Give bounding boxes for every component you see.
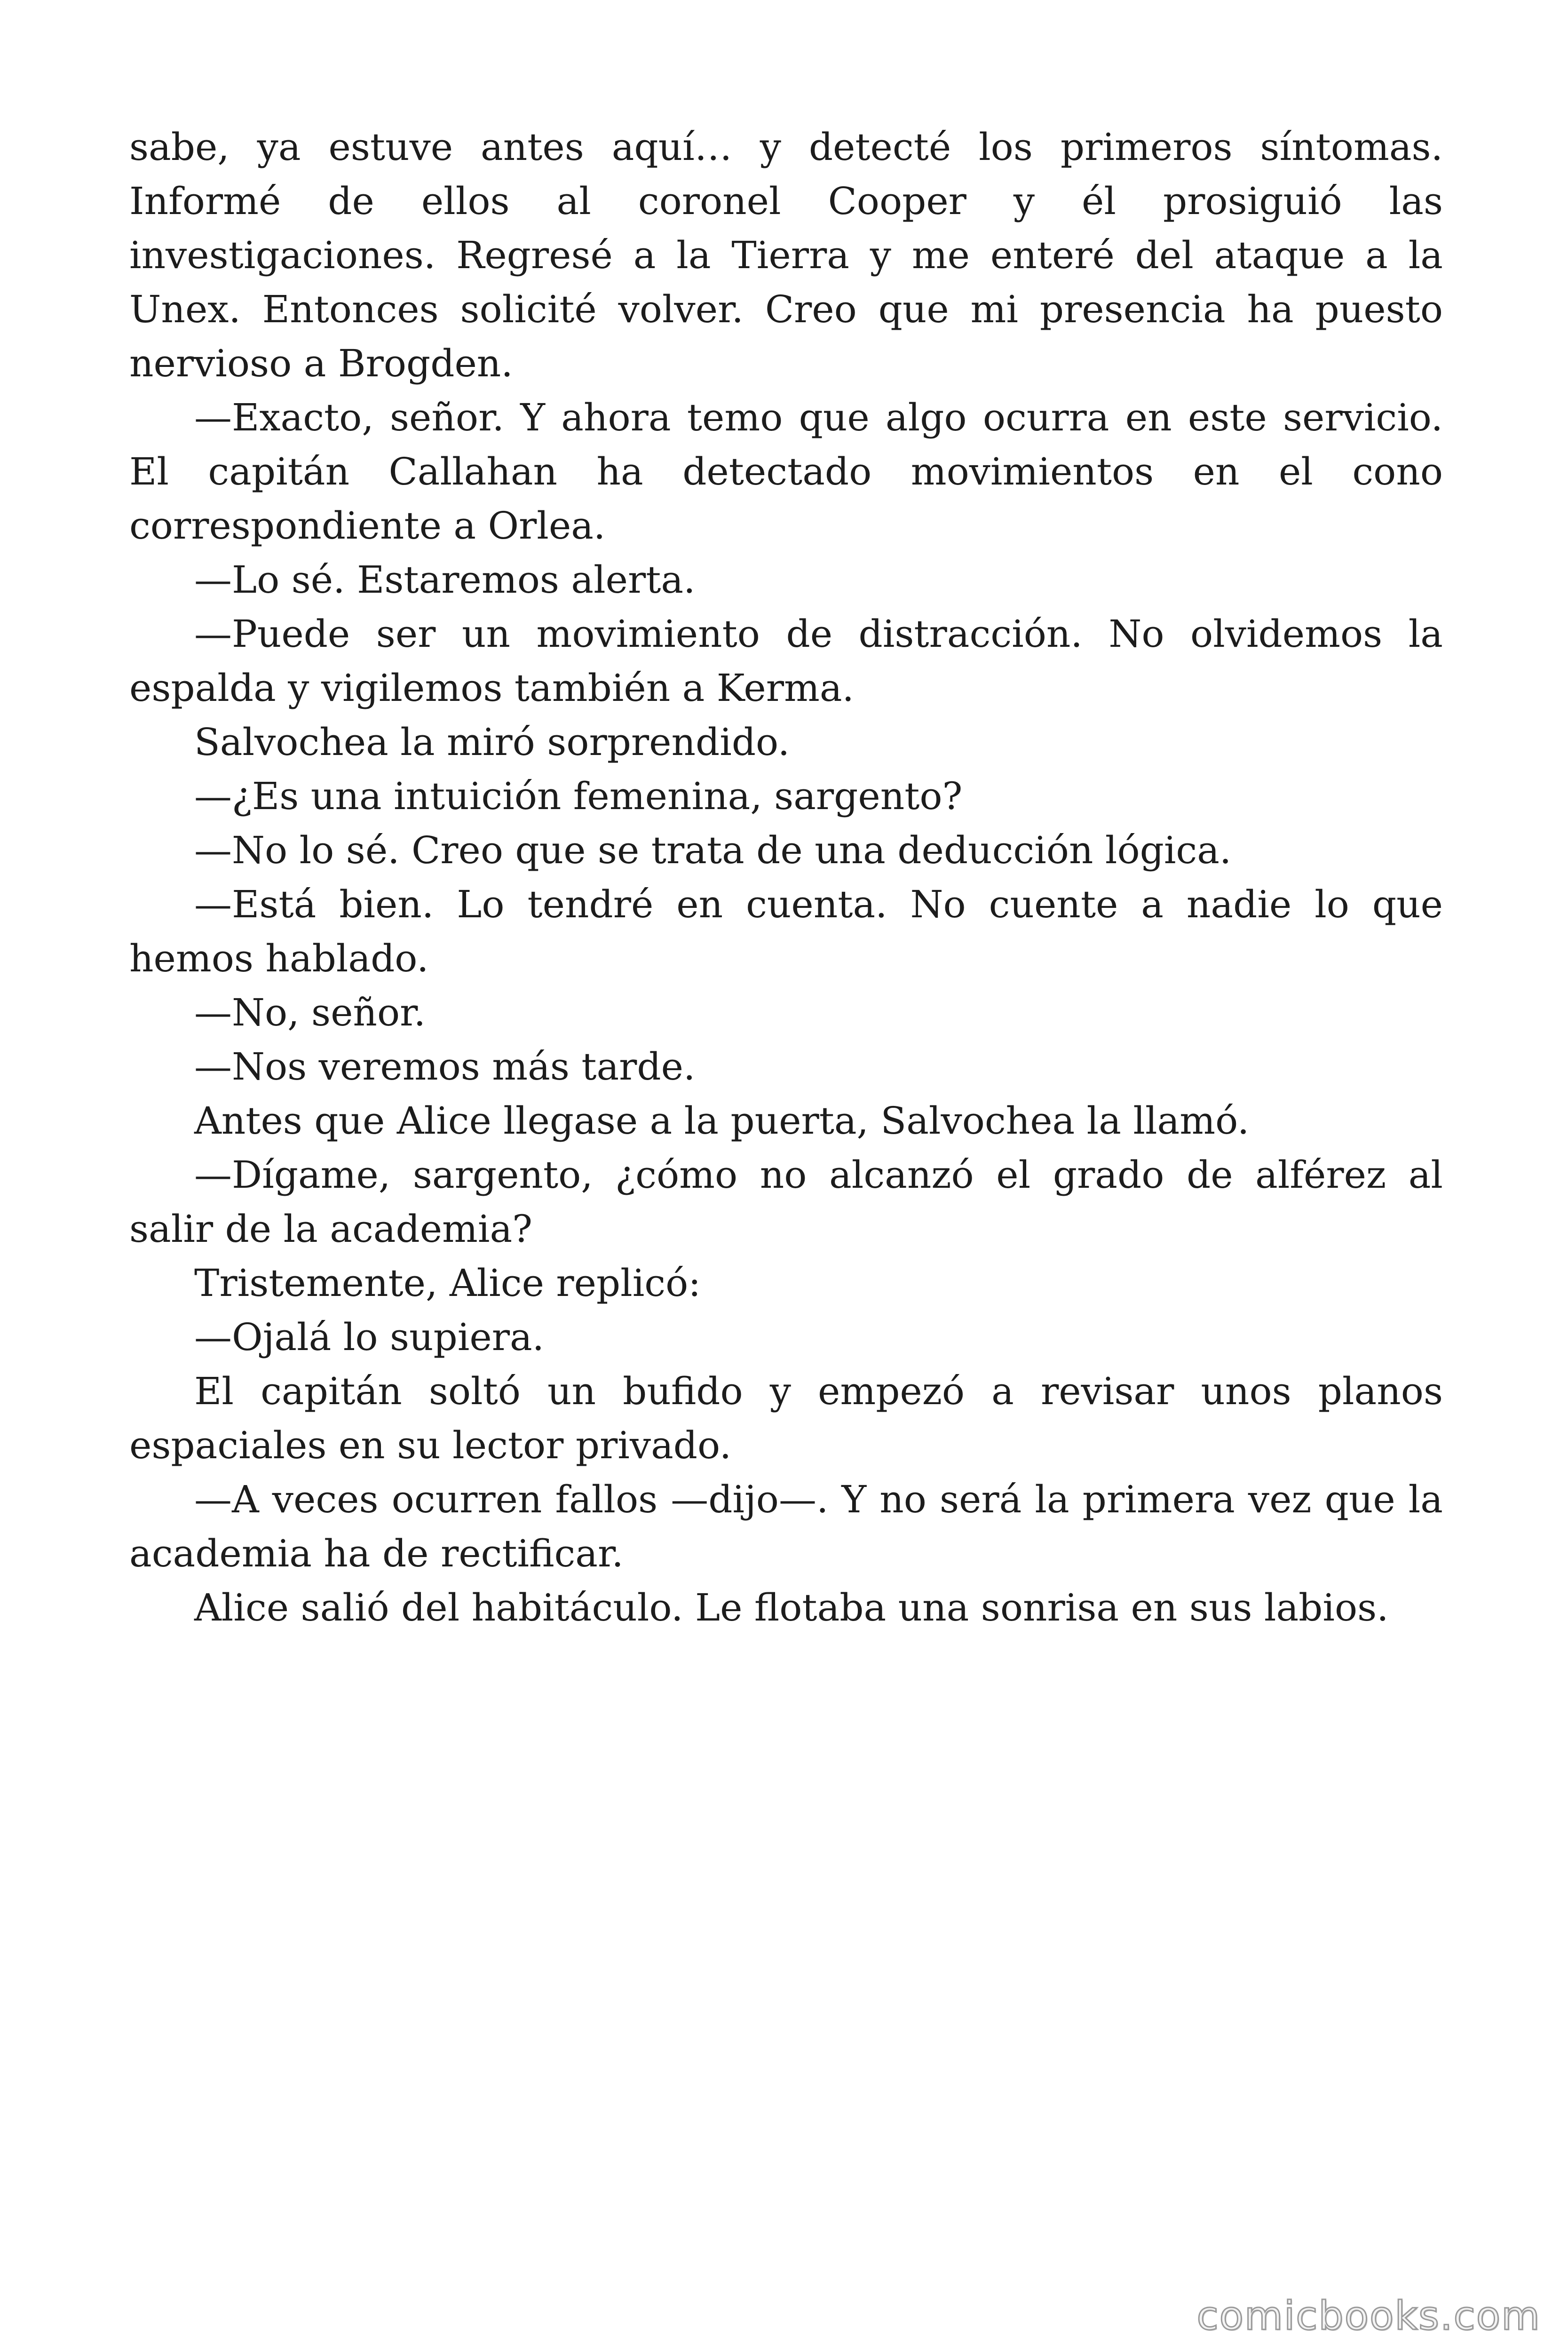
paragraph: —Lo sé. Estaremos alerta.: [194, 558, 696, 602]
paragraph: —Exacto, señor. Y ahora temo que algo ocurra en este servicio. El capitán Callahan ha detectado movimientos en el cono correspondiente a Orlea.: [129, 396, 1443, 548]
body-text: [129, 120, 1443, 1635]
watermark-text: comicbooks.com: [1196, 2293, 1541, 2339]
paragraph: —Nos veremos más tarde.: [194, 1045, 696, 1089]
paragraph: —Dígame, sargento, ¿cómo no alcanzó el grado de alférez al salir de la academia?: [129, 1153, 1443, 1251]
paragraph: —¿Es una intuición femenina, sargento?: [194, 774, 963, 818]
paragraph: Antes que Alice llegase a la puerta, Salvochea la llamó.: [194, 1099, 1250, 1143]
paragraph: —Está bien. Lo tendré en cuenta. No cuente a nadie lo que hemos hablado.: [129, 882, 1443, 980]
paragraph: —A veces ocurren fallos —dijo—. Y no será la primera vez que la academia ha de rectificar.: [129, 1478, 1443, 1575]
paragraph: —No, señor.: [194, 991, 426, 1034]
paragraph: Alice salió del habitáculo. Le flotaba una sonrisa en sus labios.: [194, 1586, 1389, 1629]
paragraph-continuation: sabe, ya estuve antes aquí… y detecté los primeros síntomas. Informé de ellos al coronel Cooper y él prosiguió las investigaciones. Regresé a la Tierra y me enteré del ataque a la Unex. Entonces solicité volver. Creo que mi presencia ha puesto nervioso a Brogden.: [129, 125, 1443, 385]
paragraph: —No lo sé. Creo que se trata de una deducción lógica.: [194, 828, 1232, 872]
paragraph: —Puede ser un movimiento de distracción. No olvidemos la espalda y vigilemos también a Kerma.: [129, 612, 1443, 710]
paragraph: El capitán soltó un bufido y empezó a revisar unos planos espaciales en su lector privado.: [129, 1369, 1443, 1467]
paragraph: Tristemente, Alice replicó:: [194, 1261, 701, 1305]
paragraph: —Ojalá lo supiera.: [194, 1315, 545, 1359]
paragraph: Salvochea la miró sorprendido.: [194, 720, 790, 764]
